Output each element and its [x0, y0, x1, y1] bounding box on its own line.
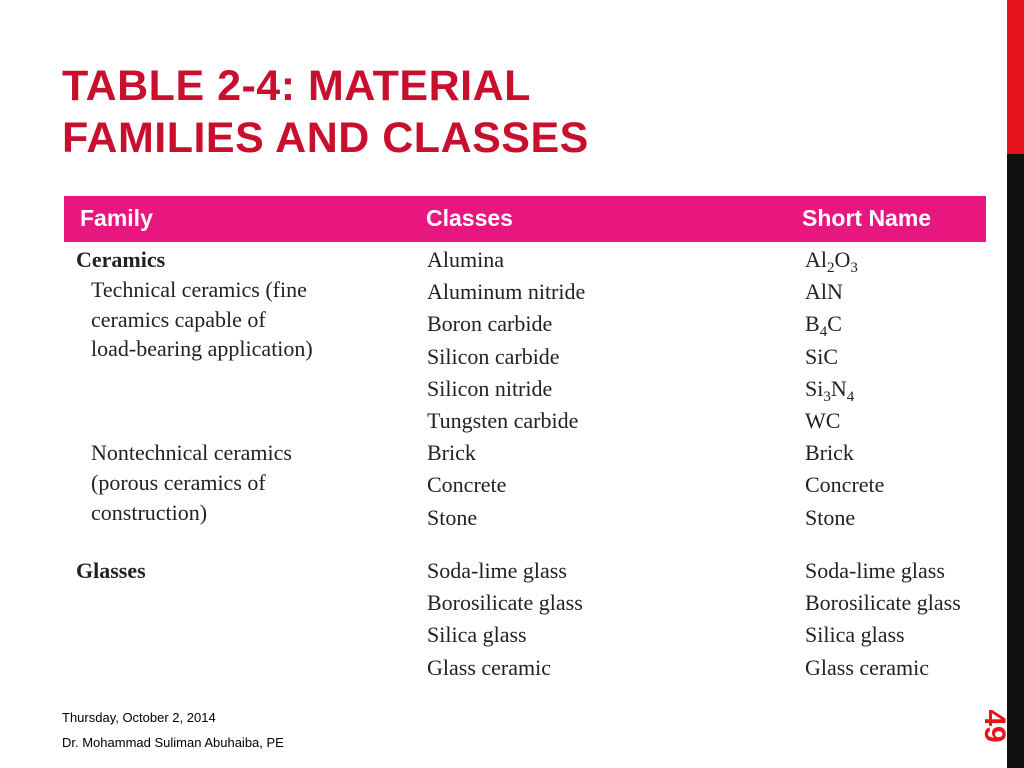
family-ceramics: Ceramics	[76, 247, 166, 272]
family-nontechnical-line-3: construction)	[91, 500, 208, 525]
short-name-alumina: $Al_2O_3$	[805, 247, 858, 276]
short-name-wc: WC	[805, 408, 841, 433]
class-cell: Silica glass	[427, 622, 527, 647]
family-glasses: Glasses	[76, 558, 146, 583]
short-name-si3n4: $Si_3N_4$	[805, 376, 855, 405]
class-cell: Alumina	[427, 247, 504, 272]
short-name-aln: AlN	[805, 279, 843, 304]
header-short-name: Short Name	[802, 205, 932, 231]
short-name-stone: Stone	[805, 505, 856, 530]
class-cell: Silicon carbide	[427, 344, 560, 369]
class-cell: Glass ceramic	[427, 655, 551, 680]
header-classes: Classes	[426, 205, 513, 231]
header-family: Family	[80, 205, 153, 231]
family-nontechnical-line-2: (porous ceramics of	[91, 470, 266, 495]
class-cell: Concrete	[427, 472, 507, 497]
short-name-brick: Brick	[805, 440, 854, 465]
edge-accent-bar-black	[1007, 154, 1024, 768]
class-cell: Boron carbide	[427, 311, 553, 336]
family-nontechnical-line-1: Nontechnical ceramics	[91, 440, 292, 465]
family-technical-line-2: ceramics capable of	[91, 307, 266, 332]
class-cell: Tungsten carbide	[427, 408, 579, 433]
title-line-1: TABLE 2-4: MATERIAL	[62, 62, 531, 110]
page-number: 49	[978, 709, 1011, 743]
footer-author: Dr. Mohammad Suliman Abuhaiba, PE	[62, 735, 284, 750]
class-cell: Soda-lime glass	[427, 558, 567, 583]
edge-accent-bar-red	[1007, 0, 1024, 154]
class-cell: Aluminum nitride	[427, 279, 586, 304]
short-name-silica: Silica glass	[805, 622, 905, 647]
family-technical-line-3: load-bearing application)	[91, 336, 313, 361]
family-technical-line-1: Technical ceramics (fine	[91, 277, 307, 302]
short-name-glass-ceramic: Glass ceramic	[805, 655, 929, 680]
class-cell: Silicon nitride	[427, 376, 553, 401]
short-name-soda-lime: Soda-lime glass	[805, 558, 945, 583]
page-title	[62, 60, 962, 164]
footer-date: Thursday, October 2, 2014	[62, 710, 216, 725]
title-line-2: FAMILIES AND CLASSES	[62, 114, 589, 162]
short-name-sic: SiC	[805, 344, 839, 369]
class-cell: Stone	[427, 505, 478, 530]
table-header-row	[64, 196, 986, 242]
class-cell: Brick	[427, 440, 476, 465]
short-name-borosilicate: Borosilicate glass	[805, 590, 961, 615]
short-name-concrete: Concrete	[805, 472, 885, 497]
class-cell: Borosilicate glass	[427, 590, 583, 615]
short-name-b4c: $B_4C$	[805, 311, 842, 340]
